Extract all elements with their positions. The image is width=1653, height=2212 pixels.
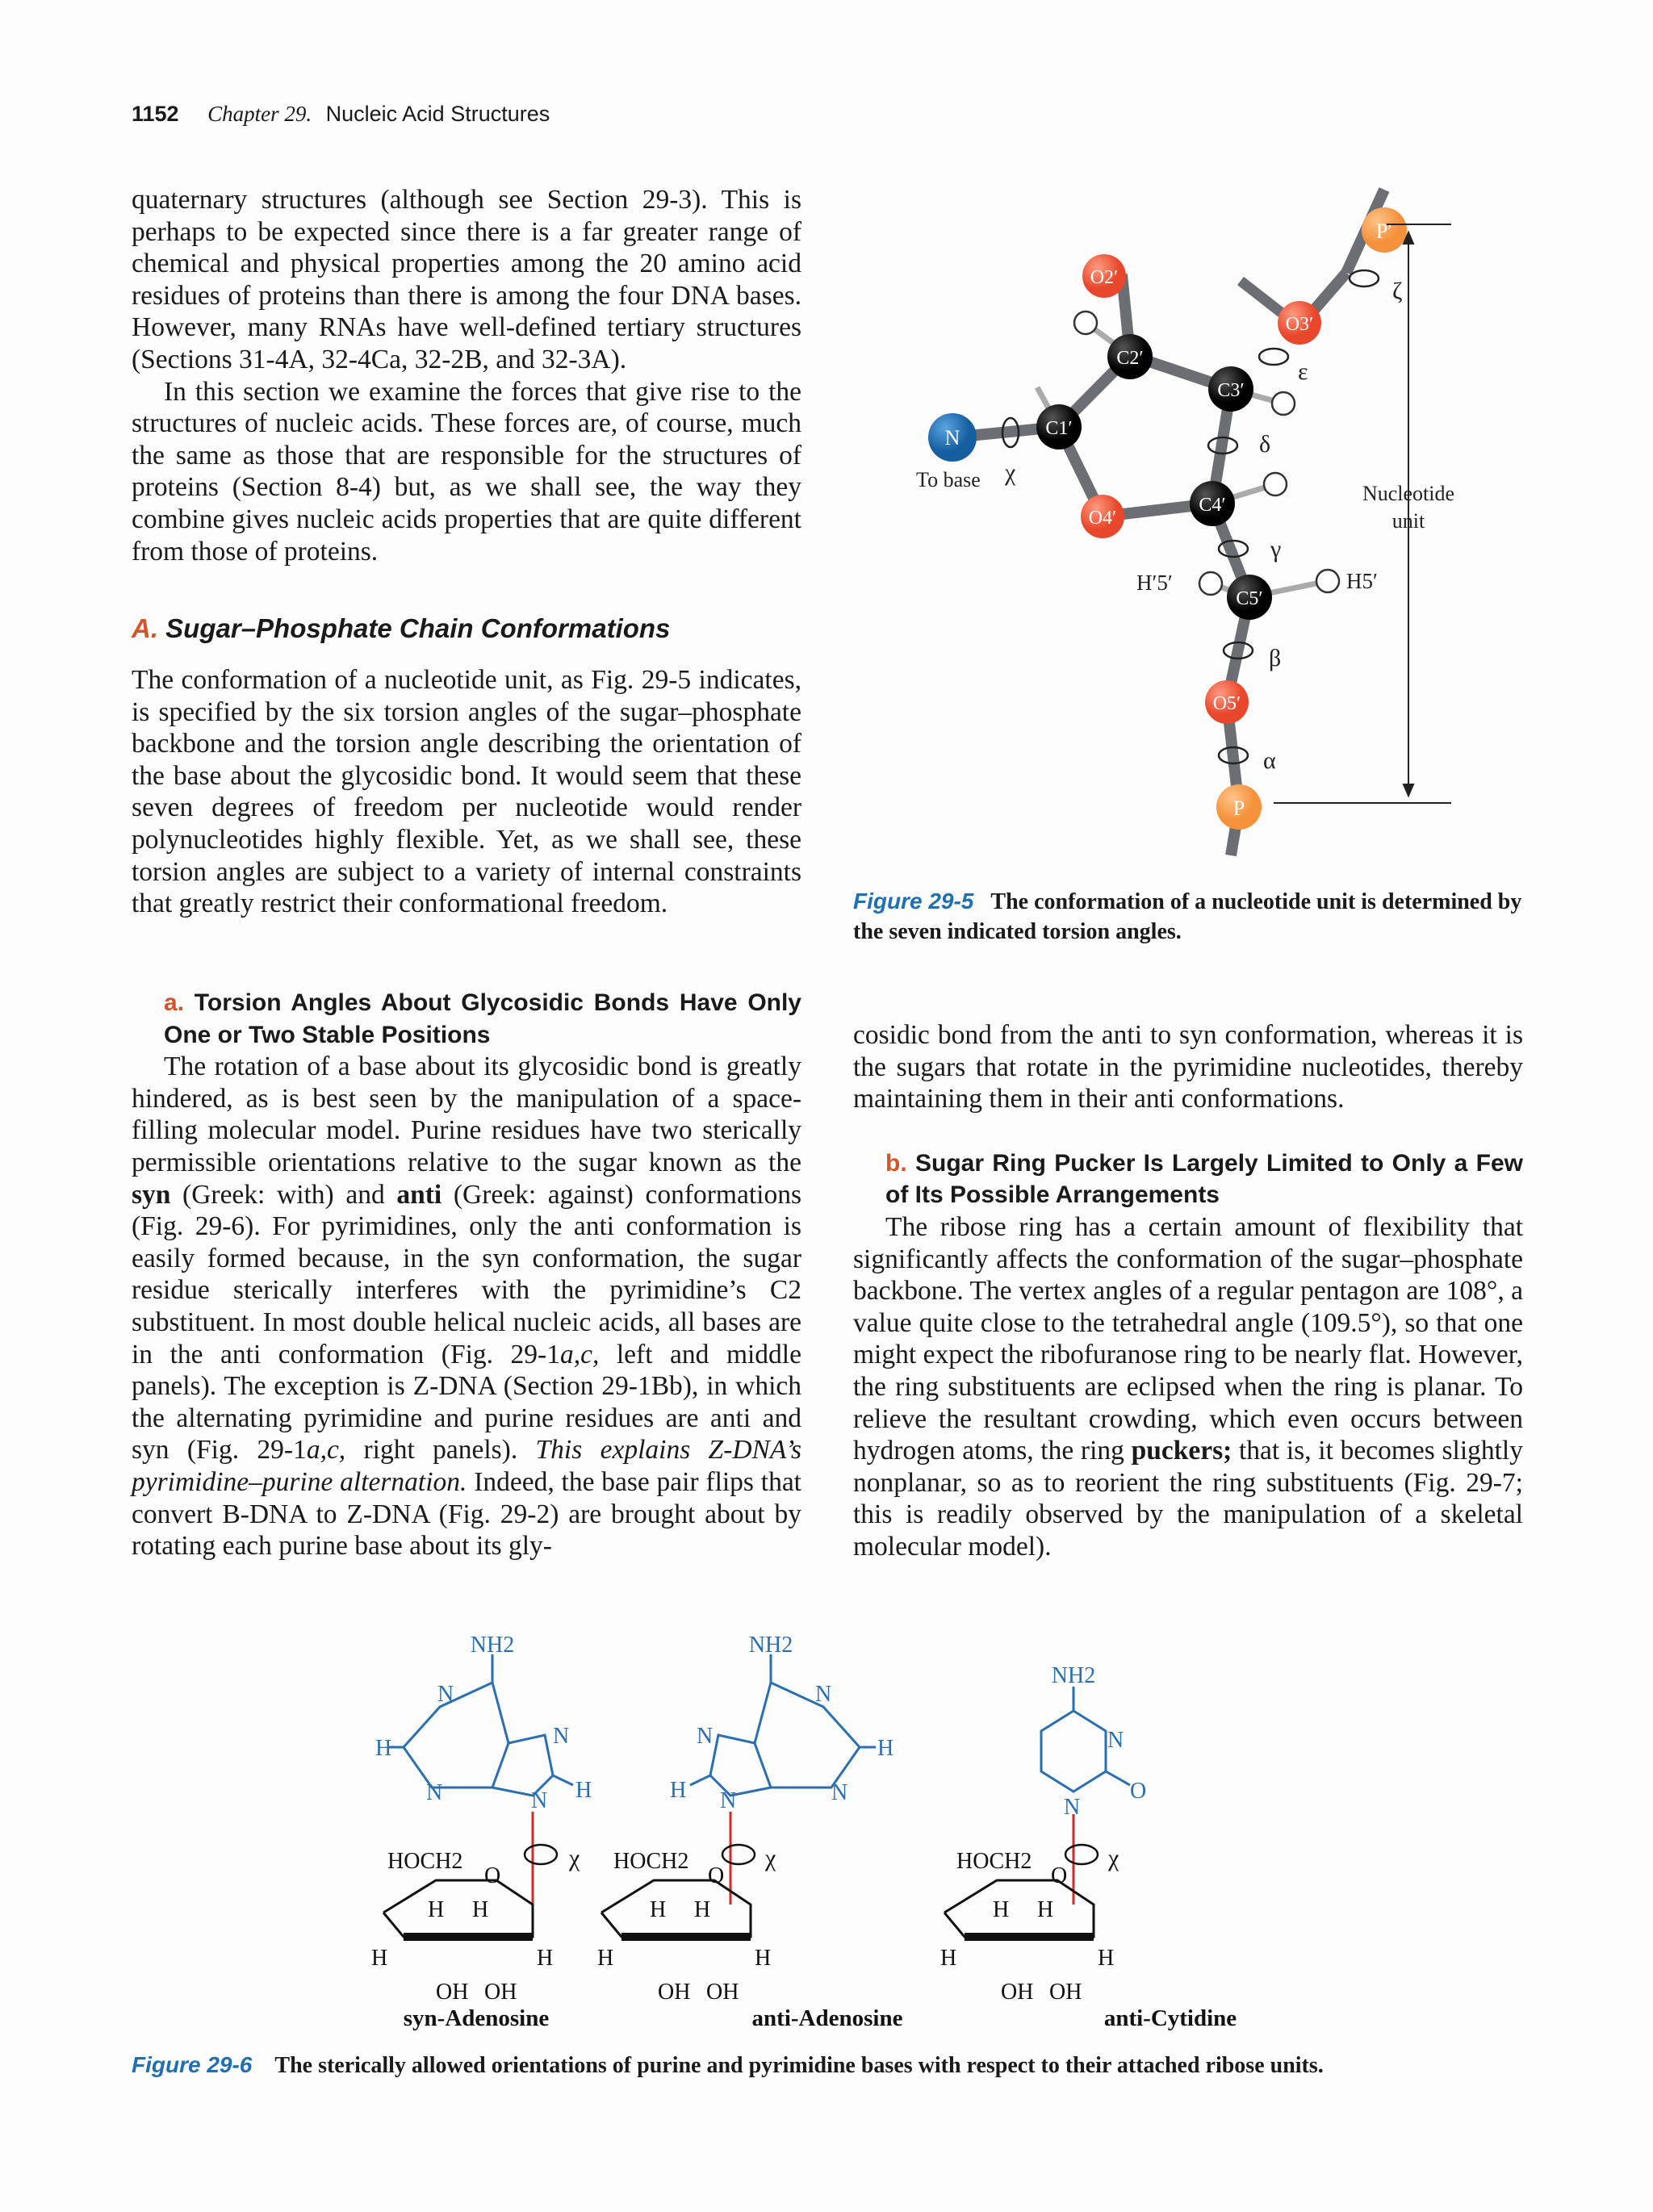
- zeta-label: ζ: [1392, 278, 1403, 304]
- subheading-title: Torsion Angles About Glycosidic Bonds Have Only One or Two Stable Positions: [164, 989, 801, 1048]
- epsilon-label: ε: [1298, 358, 1308, 385]
- svg-text:N: N: [720, 1788, 737, 1813]
- svg-text:χ: χ: [765, 1845, 776, 1871]
- paragraph: quaternary structures (although see Section 29-3). This is perhaps to be expected since there is a far greater range of chemical and physical properties among the 20 amino acid residues of proteins than there is among the four DNA bases. However, many RNAs have well-defined tertiary structures (Sections 31-4A, 32-4Ca, 32-2B, and 32-3A).: [132, 185, 801, 374]
- svg-text:H: H: [694, 1897, 711, 1922]
- atom-c3: [1208, 366, 1253, 412]
- svg-text:C1′: C1′: [1045, 418, 1073, 439]
- right-column: [853, 1019, 1523, 1563]
- svg-text:N: N: [531, 1788, 548, 1813]
- svg-text:OH: OH: [484, 1980, 517, 2005]
- atom-c5: [1227, 575, 1272, 620]
- running-head: [132, 102, 550, 127]
- section-letter: A.: [132, 613, 158, 643]
- to-base-label: To base: [916, 468, 981, 491]
- svg-text:HOCH2: HOCH2: [956, 1849, 1032, 1874]
- svg-text:N: N: [815, 1682, 832, 1707]
- svg-text:O3′: O3′: [1285, 314, 1314, 335]
- svg-text:HOCH2: HOCH2: [613, 1849, 689, 1874]
- section-title: Sugar–Phosphate Chain Conformations: [165, 613, 671, 643]
- atom-c1: [1036, 404, 1082, 450]
- page-number: 1152: [132, 102, 179, 126]
- anti-adenosine-structure: [597, 1633, 893, 2005]
- figure-29-5-diagram: [888, 178, 1517, 888]
- figure-29-6-caption: [132, 2050, 1584, 2080]
- left-column-mid: [132, 664, 801, 920]
- svg-text:OH: OH: [436, 1980, 469, 2005]
- svg-text:H: H: [1037, 1897, 1054, 1922]
- svg-text:C2′: C2′: [1116, 348, 1144, 369]
- svg-text:C3′: C3′: [1217, 380, 1245, 401]
- svg-text:O: O: [1051, 1863, 1068, 1888]
- paragraph: cosidic bond from the anti to syn conformation, whereas it is the sugars that rotate in the pyrimidine nucleotides, thereby maintaining them in their anti conformations.: [853, 1020, 1523, 1114]
- atom-p-bottom: [1216, 784, 1262, 830]
- svg-text:N: N: [831, 1780, 848, 1805]
- svg-text:OH: OH: [1001, 1980, 1034, 2005]
- svg-text:C5′: C5′: [1236, 588, 1263, 609]
- svg-text:H: H: [428, 1897, 445, 1922]
- atom-o2: [1082, 254, 1126, 298]
- atom-o4: [1081, 495, 1124, 538]
- paragraph: The rotation of a base about its glycosidic bond is greatly hindered, as is best seen by the manipulation of a space-filling molecular model. Purine residues have two sterically permissible orientations relative to the sugar known as the syn (Greek: with) and anti (Greek: against) conformations (Fig. 29-6). For pyrimidines, only the anti conformation is easily formed because, in the syn conformation, the sugar residue sterically interferes with the pyrimidine’s C2 substituent. In most double helical nucleic acids, all bases are in the anti conformation (Fig. 29-1a,c, left and middle panels). The exception is Z-DNA (Section 29-1Bb), in which the alternating pyrimidine and purine residues are anti and syn (Fig. 29-1a,c, right panels). This explains Z-DNA’s pyrimidine–purine alternation. Indeed, the base pair flips that convert B-DNA to Z-DNA (Fig. 29-2) are brought about by rotating each purine base about its gly-: [132, 1052, 801, 1562]
- beta-label: β: [1269, 645, 1282, 671]
- svg-text:P: P: [1232, 797, 1245, 820]
- svg-text:H: H: [993, 1897, 1010, 1922]
- svg-text:H: H: [1098, 1946, 1115, 1971]
- svg-text:NH2: NH2: [1051, 1663, 1096, 1688]
- subheading-title: Sugar Ring Pucker Is Largely Limited to Only a Few of Its Possible Arrangements: [885, 1149, 1523, 1209]
- atom-n: [928, 413, 977, 462]
- paragraph: The conformation of a nucleotide unit, as Fig. 29-5 indicates, is specified by the six torsion angles of the sugar–phosphate backbone and the torsion angle describing the orientation of the base about the glycosidic bond. It would seem that these seven degrees of freedom per nucleotide would render polynucleotides highly flexible. Yet, as we shall see, these torsion angles are subject to a variety of internal constraints that greatly restrict their conformational freedom.: [132, 665, 801, 919]
- paragraph: The ribose ring has a certain amount of flexibility that significantly affects the conformation of the sugar–phosphate backbone. The vertex angles of a regular pentagon are 108°, a value quite close to the tetrahedral angle (109.5°), so that one might expect the ribofuranose ring to be nearly flat. However, the ring substituents are eclipsed when the ring is planar. To relieve the resultant crowding, which even occurs between hydrogen atoms, the ring puckers; that is, it becomes slightly nonplanar, so as to reorient the ring substituents (Fig. 29-7; this is readily observed by the manipulation of a skeletal molecular model).: [853, 1211, 1523, 1562]
- svg-text:H: H: [940, 1946, 957, 1971]
- svg-text:O: O: [484, 1863, 501, 1888]
- svg-text:NH2: NH2: [470, 1633, 515, 1658]
- chapter-label: Chapter 29.: [207, 102, 312, 126]
- paragraph: In this section we examine the forces that give rise to the structures of nucleic acids. These forces are, of course, much the same as those that are responsible for the structures of proteins (Section 8-4) but, as we shall see, the way they combine gives nucleic acids properties that are quite different from those of proteins.: [132, 376, 801, 567]
- atom-o5: [1205, 680, 1249, 724]
- caption-text: The sterically allowed orientations of purine and pyrimidine bases with respect to their attached ribose units.: [274, 2053, 1324, 2078]
- svg-text:N: N: [697, 1724, 714, 1749]
- svg-text:N: N: [1064, 1795, 1081, 1820]
- atom-c2: [1107, 334, 1153, 379]
- svg-text:HOCH2: HOCH2: [387, 1849, 463, 1874]
- chi-label: χ: [1005, 459, 1016, 486]
- svg-text:O2′: O2′: [1090, 267, 1119, 288]
- svg-text:O: O: [1130, 1779, 1147, 1804]
- anti-cytidine-name: anti-Cytidine: [1103, 2005, 1237, 2031]
- svg-text:N: N: [1107, 1728, 1124, 1753]
- svg-text:N: N: [553, 1724, 570, 1749]
- atom-c4: [1190, 481, 1235, 526]
- svg-text:OH: OH: [658, 1980, 691, 2005]
- nucleotide-unit-label: Nucleotide: [1362, 482, 1455, 505]
- svg-text:H: H: [371, 1946, 388, 1971]
- syn-adenosine-name: syn-Adenosine: [403, 2005, 550, 2031]
- svg-text:χ: χ: [569, 1845, 580, 1871]
- svg-text:H: H: [375, 1736, 392, 1761]
- figure-29-5-caption: [853, 886, 1523, 947]
- torsion-arrows: [1002, 270, 1379, 763]
- svg-text:C4′: C4′: [1199, 495, 1226, 516]
- figure-29-6-diagram: [339, 1606, 1388, 2058]
- atom-p-top: [1362, 207, 1407, 253]
- subheading-letter: a.: [164, 989, 185, 1016]
- svg-text:H: H: [575, 1778, 592, 1803]
- svg-text:H: H: [670, 1778, 687, 1803]
- left-column-bottom: [132, 987, 801, 1562]
- section-heading-a: [132, 613, 670, 644]
- figure-label: Figure 29-5: [853, 889, 974, 914]
- subheading-a: [132, 987, 801, 1051]
- gamma-label: γ: [1270, 536, 1282, 562]
- svg-text:O: O: [708, 1863, 725, 1888]
- svg-text:N: N: [437, 1682, 454, 1707]
- svg-text:H: H: [537, 1946, 554, 1971]
- chapter-title: Nucleic Acid Structures: [325, 102, 550, 126]
- svg-text:H: H: [877, 1736, 894, 1761]
- svg-text:H: H: [597, 1946, 614, 1971]
- svg-text:N: N: [944, 426, 960, 450]
- svg-text:OH: OH: [1049, 1980, 1082, 2005]
- left-column-top: [132, 184, 801, 567]
- bond-lines: [952, 190, 1384, 855]
- syn-adenosine-structure: [371, 1633, 592, 2005]
- anti-adenosine-name: anti-Adenosine: [751, 2005, 903, 2031]
- caption-text: The conformation of a nucleotide unit is determined by the seven indicated torsion angles.: [853, 889, 1522, 944]
- alpha-label: α: [1263, 747, 1276, 774]
- svg-text:P′: P′: [1375, 220, 1393, 243]
- anti-cytidine-structure: [940, 1663, 1146, 2005]
- svg-text:H: H: [472, 1897, 489, 1922]
- svg-text:O5′: O5′: [1212, 693, 1241, 714]
- svg-text:O4′: O4′: [1088, 508, 1117, 529]
- delta-label: δ: [1259, 431, 1271, 458]
- figure-label: Figure 29-6: [132, 2052, 253, 2077]
- svg-text:OH: OH: [706, 1980, 739, 2005]
- h5-prime-prime-label: H′5′: [1136, 571, 1173, 595]
- svg-text:χ: χ: [1108, 1845, 1119, 1871]
- h5-prime-label: H5′: [1346, 569, 1378, 593]
- svg-text:H: H: [755, 1946, 772, 1971]
- subheading-b: [853, 1148, 1523, 1211]
- svg-text:H: H: [650, 1897, 667, 1922]
- nucleotide-unit-label-2: unit: [1391, 509, 1425, 533]
- atom-o3: [1278, 301, 1321, 345]
- subheading-letter: b.: [885, 1149, 907, 1177]
- svg-text:NH2: NH2: [748, 1633, 793, 1658]
- svg-text:N: N: [426, 1780, 443, 1805]
